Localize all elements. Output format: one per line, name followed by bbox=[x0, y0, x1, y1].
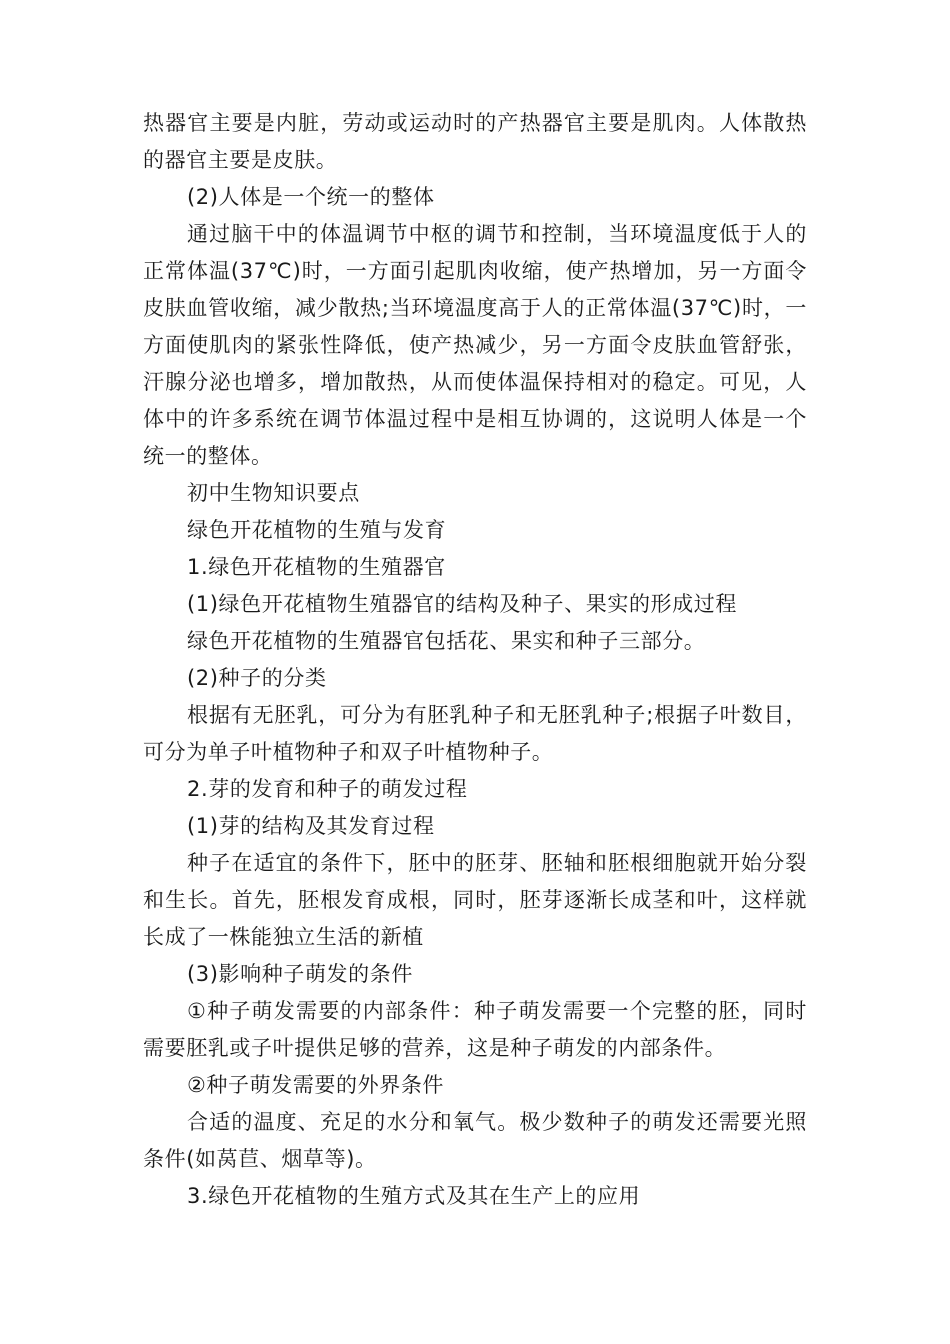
subheading-organ-structure: (1)绿色开花植物生殖器官的结构及种子、果实的形成过程 bbox=[187, 592, 737, 616]
paragraph-germination: 种子在适宜的条件下，胚中的胚芽、胚轴和胚根细胞就开始分裂和生长。首先，胚根发育成根，同时，胚芽逐渐长成茎和叶，这样就长成了一株能独立生活的新植 bbox=[143, 851, 807, 949]
subheading-bud-structure: (1)芽的结构及其发育过程 bbox=[187, 814, 435, 838]
chapter-title: 绿色开花植物的生殖与发育 bbox=[187, 518, 447, 542]
subheading-germination-conditions: (3)影响种子萌发的条件 bbox=[187, 962, 413, 986]
document-page bbox=[143, 105, 807, 1215]
paragraph-internal-conditions: ①种子萌发需要的内部条件：种子萌发需要一个完整的胚，同时需要胚乳或子叶提供足够的营养，这是种子萌发的内部条件。 bbox=[143, 999, 807, 1060]
subheading-external-conditions: ②种子萌发需要的外界条件 bbox=[187, 1073, 445, 1097]
paragraph-1: 热器官主要是内脏，劳动或运动时的产热器官主要是肌肉。人体散热的器官主要是皮肤。 bbox=[143, 111, 807, 172]
subheading-unified-body: (2)人体是一个统一的整体 bbox=[187, 185, 435, 209]
paragraph-seed-classification: 根据有无胚乳，可分为有胚乳种子和无胚乳种子;根据子叶数目，可分为单子叶植物种子和双子叶植物种子。 bbox=[143, 703, 807, 764]
heading-reproduction-methods: 3.绿色开花植物的生殖方式及其在生产上的应用 bbox=[187, 1184, 641, 1208]
paragraph-external-conditions: 合适的温度、充足的水分和氧气。极少数种子的萌发还需要光照条件(如莴苣、烟草等)。 bbox=[143, 1110, 807, 1171]
subheading-seed-classification: (2)种子的分类 bbox=[187, 666, 327, 690]
paragraph-thermoregulation: 通过脑干中的体温调节中枢的调节和控制，当环境温度低于人的正常体温(37℃)时，一方面引起肌肉收缩，使产热增加，另一方面令皮肤血管收缩，减少散热;当环境温度高于人的正常体温(37℃)时，一方面使肌肉的紧张性降低，使产热减少，另一方面令皮肤血管舒张，汗腺分泌也增多，增加散热，从而使体温保持相对的稳定。可见，人体中的许多系统在调节体温过程中是相互协调的，这说明人体是一个统一的整体。 bbox=[143, 222, 807, 468]
paragraph-organs: 绿色开花植物的生殖器官包括花、果实和种子三部分。 bbox=[187, 629, 706, 653]
section-title: 初中生物知识要点 bbox=[187, 481, 360, 505]
heading-bud-development: 2.芽的发育和种子的萌发过程 bbox=[187, 777, 468, 801]
heading-reproductive-organs: 1.绿色开花植物的生殖器官 bbox=[187, 555, 446, 579]
